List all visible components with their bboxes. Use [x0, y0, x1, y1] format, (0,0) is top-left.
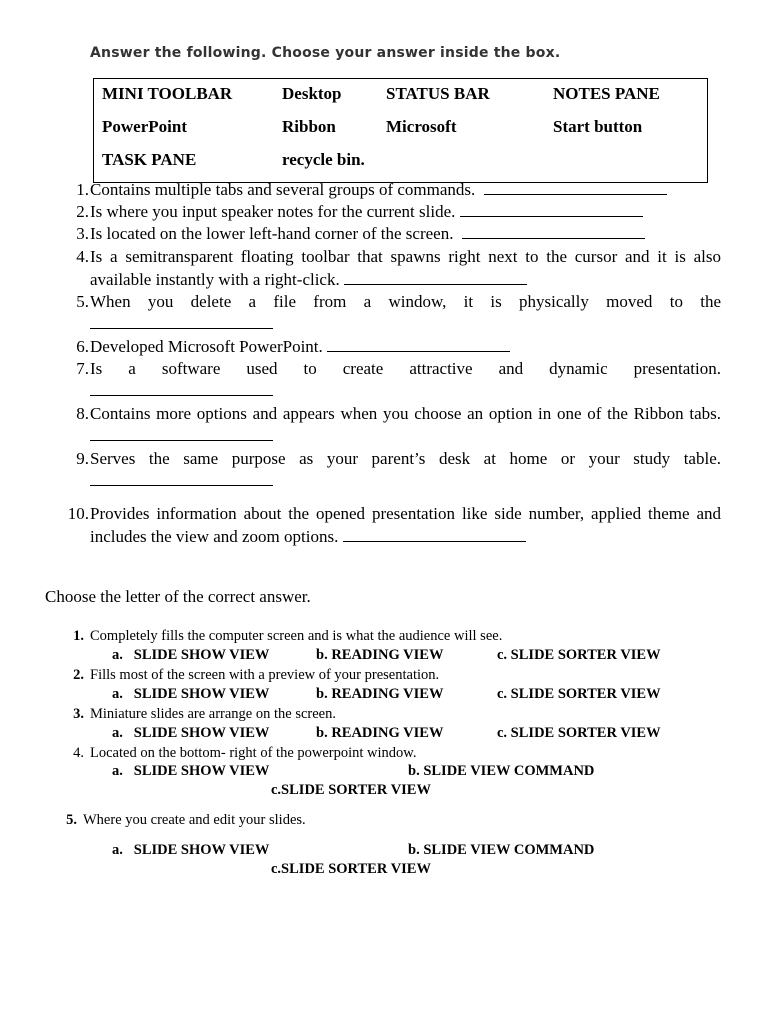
mc-text: Where you create and edit your slides.: [83, 812, 306, 828]
mc-option-a[interactable]: a. SLIDE SHOW VIEW: [112, 725, 270, 741]
question-number: 7.: [76, 359, 89, 378]
mc-option-b[interactable]: b. READING VIEW: [316, 725, 444, 741]
question-item: [62, 246, 721, 291]
mc-option-a[interactable]: a. SLIDE SHOW VIEW: [112, 842, 270, 858]
word-box-term: Microsoft: [386, 117, 457, 136]
question-item: [62, 503, 721, 548]
word-box-term: Desktop: [282, 84, 342, 103]
question-number: 8.: [76, 404, 89, 423]
question-number: 5.: [76, 292, 89, 311]
mc-question: [62, 706, 336, 723]
mc-text: Completely fills the computer screen and is what the audience will see.: [90, 628, 503, 644]
mc-number: 4.: [73, 745, 84, 761]
question-item: [62, 336, 721, 359]
answer-blank[interactable]: [343, 527, 526, 542]
mc-option-c[interactable]: c. SLIDE SORTER VIEW: [497, 686, 661, 702]
question-text: Provides information about the opened presentation like side number, applied theme and includes the view and zoom options.: [90, 504, 721, 546]
word-box-term: recycle bin.: [282, 150, 365, 169]
answer-blank[interactable]: [462, 224, 645, 239]
mc-option-b[interactable]: b. READING VIEW: [316, 647, 444, 663]
question-item: [62, 448, 721, 486]
question-item: [62, 358, 721, 396]
mc-question: [62, 745, 416, 762]
mc-option-a[interactable]: a. SLIDE SHOW VIEW: [112, 763, 270, 779]
mc-option-b[interactable]: b. SLIDE VIEW COMMAND: [408, 763, 595, 779]
instructions: Answer the following. Choose your answer inside the box.: [90, 45, 561, 61]
mc-option-b[interactable]: b. READING VIEW: [316, 686, 444, 702]
question-item: [62, 201, 721, 224]
mc-number: 1.: [73, 628, 84, 644]
word-box-term: Ribbon: [282, 117, 336, 136]
question-number: 10.: [67, 504, 89, 523]
mc-option-b[interactable]: b. SLIDE VIEW COMMAND: [408, 842, 595, 858]
mc-option-c[interactable]: c.SLIDE SORTER VIEW: [271, 782, 431, 798]
answer-blank[interactable]: [90, 314, 273, 329]
question-item: [62, 179, 721, 202]
word-box-term: STATUS BAR: [386, 84, 490, 103]
question-number: 6.: [76, 337, 89, 356]
question-text: Is a software used to create attractive and dynamic presentation.: [90, 359, 721, 378]
question-number: 9.: [76, 449, 89, 468]
answer-blank[interactable]: [90, 471, 273, 486]
question-text: Contains more options and appears when you choose an option in one of the Ribbon tabs.: [90, 404, 721, 423]
mc-option-c[interactable]: c. SLIDE SORTER VIEW: [497, 725, 661, 741]
word-box-term: PowerPoint: [102, 117, 187, 136]
answer-blank[interactable]: [460, 202, 643, 217]
question-number: 4.: [76, 247, 89, 266]
answer-blank[interactable]: [90, 426, 273, 441]
question-item: [62, 291, 721, 329]
mc-question: [62, 667, 439, 684]
question-text: Serves the same purpose as your parent’s desk at home or your study table.: [90, 449, 721, 468]
question-number: 1.: [76, 180, 89, 199]
answer-blank[interactable]: [484, 180, 667, 195]
question-text: Is where you input speaker notes for the current slide.: [90, 202, 456, 221]
mc-option-a[interactable]: a. SLIDE SHOW VIEW: [112, 686, 270, 702]
word-box-term: MINI TOOLBAR: [102, 84, 233, 103]
mc-text: Fills most of the screen with a preview of your presentation.: [90, 667, 440, 683]
section-title: Choose the letter of the correct answer.: [45, 587, 311, 606]
mc-option-c[interactable]: c. SLIDE SORTER VIEW: [497, 647, 661, 663]
question-text: When you delete a file from a window, it is physically moved to the: [90, 292, 721, 311]
mc-number: 2.: [73, 667, 84, 683]
question-item: [62, 403, 721, 441]
mc-question: [62, 628, 502, 645]
question-item: [62, 223, 721, 246]
answer-blank[interactable]: [327, 337, 510, 352]
answer-blank[interactable]: [344, 270, 527, 285]
question-number: 3.: [76, 224, 89, 243]
mc-text: Miniature slides are arrange on the screen.: [90, 706, 336, 722]
word-box-term: Start button: [553, 117, 643, 136]
word-box: [93, 78, 708, 183]
mc-option-c[interactable]: c.SLIDE SORTER VIEW: [271, 861, 431, 877]
mc-number: 3.: [73, 706, 84, 722]
answer-blank[interactable]: [90, 381, 273, 396]
question-text: Contains multiple tabs and several groups of commands.: [90, 180, 476, 199]
word-box-term: TASK PANE: [102, 150, 197, 169]
mc-option-a[interactable]: a. SLIDE SHOW VIEW: [112, 647, 270, 663]
mc-question: [55, 812, 306, 829]
word-box-term: NOTES PANE: [553, 84, 660, 103]
mc-number: 5.: [66, 812, 77, 828]
question-text: Is located on the lower left-hand corner of the screen.: [90, 224, 454, 243]
question-text: Is a semitransparent floating toolbar that spawns right next to the cursor and it is also available instantly with a right-click.: [90, 247, 721, 289]
question-text: Developed Microsoft PowerPoint.: [90, 337, 323, 356]
mc-text: Located on the bottom- right of the powerpoint window.: [90, 745, 417, 761]
question-number: 2.: [76, 202, 89, 221]
